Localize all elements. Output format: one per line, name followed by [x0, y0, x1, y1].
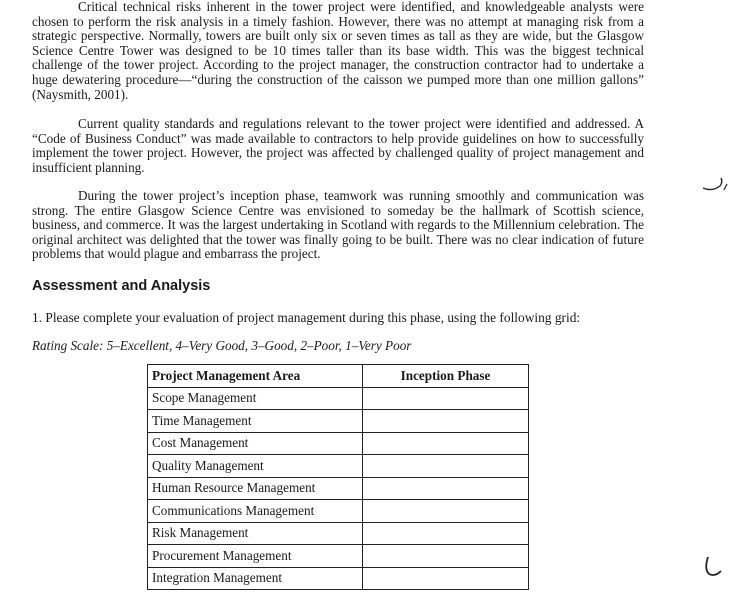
grid-rating-cell[interactable]: [363, 522, 529, 545]
grid-area-cell: Cost Management: [148, 432, 363, 455]
grid-area-cell: Communications Management: [148, 500, 363, 523]
grid-row: [148, 545, 529, 568]
grid-header-row: [148, 365, 529, 388]
paragraph-quality: Current quality standards and regulations relevant to the tower project were identified and addressed. A “Code of Business Conduct” was made available to contractors to help provide guidelines on how to successfully implement the tower project. However, the project was affected by challenged quality of project management and insufficient planning.: [32, 116, 644, 175]
pen-mark-icon: [700, 170, 730, 194]
grid-row: [148, 477, 529, 500]
paragraph-risk: Critical technical risks inherent in the tower project were identified, and knowledgeable analysts were chosen to perform the risk analysis in a timely fashion. However, there was no attempt at managing risk from a strategic perspective. Normally, towers are built only six or seven times as tall as they are wide, but the Glasgow Science Centre Tower was designed to be 10 times taller than its base width. This was the biggest technical challenge of the tower project. According to the project manager, the construction contractor had to undertake a huge dewatering procedure—“during the construction of the caisson we pumped more than one million gallons” (Naysmith, 2001).: [32, 0, 644, 102]
grid-area-cell: Quality Management: [148, 455, 363, 478]
grid-rating-cell[interactable]: [363, 410, 529, 433]
grid-row: [148, 455, 529, 478]
grid-rating-cell[interactable]: [363, 500, 529, 523]
section-heading: Assessment and Analysis: [32, 278, 211, 294]
grid-rating-cell[interactable]: [363, 545, 529, 568]
pen-mark-icon: [702, 555, 724, 579]
grid-row: [148, 387, 529, 410]
grid-area-cell: Risk Management: [148, 522, 363, 545]
grid-rating-cell[interactable]: [363, 387, 529, 410]
paragraph-teamwork: During the tower project’s inception phase, teamwork was running smoothly and communication was strong. The entire Glasgow Science Centre was envisioned to someday be the hallmark of Scottish science, business, and commerce. It was the largest undertaking in Scotland with regards to the Millennium celebration. The original architect was delighted that the tower was finally going to be built. There was no clear indication of future problems that would plague and embarrass the project.: [32, 188, 644, 262]
grid-header-area: Project Management Area: [148, 365, 363, 388]
grid-rating-cell[interactable]: [363, 477, 529, 500]
question-text: 1. Please complete your evaluation of project management during this phase, using the following grid:: [32, 310, 581, 325]
grid-rating-cell[interactable]: [363, 567, 529, 590]
grid-area-cell: Human Resource Management: [148, 477, 363, 500]
rating-scale: Rating Scale: 5–Excellent, 4–Very Good, 3–Good, 2–Poor, 1–Very Poor: [32, 338, 412, 353]
evaluation-grid: [147, 364, 529, 590]
grid-area-cell: Scope Management: [148, 387, 363, 410]
grid-area-cell: Time Management: [148, 410, 363, 433]
grid-area-cell: Integration Management: [148, 567, 363, 590]
grid-rating-cell[interactable]: [363, 432, 529, 455]
grid-rating-cell[interactable]: [363, 455, 529, 478]
grid-row: [148, 432, 529, 455]
grid-row: [148, 500, 529, 523]
grid-row: [148, 567, 529, 590]
grid-row: [148, 522, 529, 545]
grid-header-phase: Inception Phase: [363, 365, 529, 388]
grid-row: [148, 410, 529, 433]
grid-area-cell: Procurement Management: [148, 545, 363, 568]
